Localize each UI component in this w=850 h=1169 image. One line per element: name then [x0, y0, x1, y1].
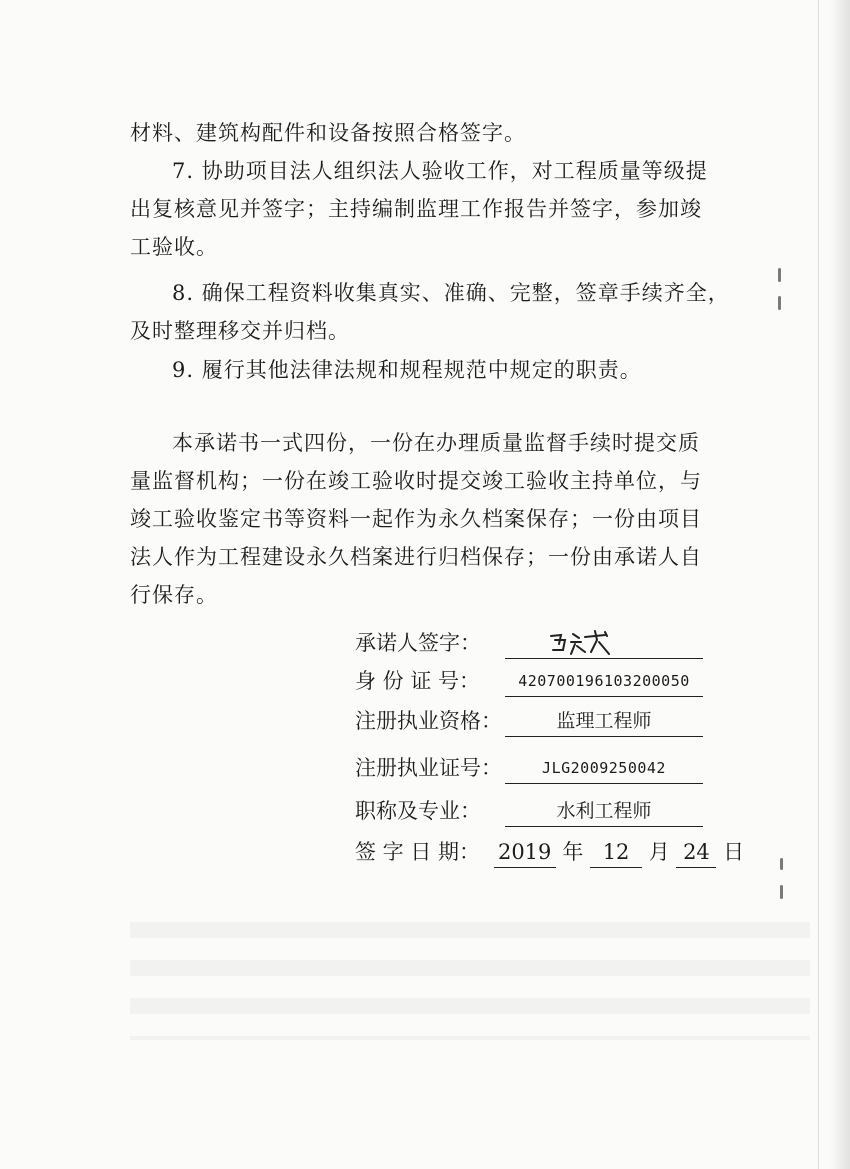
cert-label: 注册执业证号： [355, 756, 502, 780]
bleed-through [130, 900, 810, 1040]
signer-label: 承诺人签字： [355, 631, 481, 655]
text-line: 工验收。 [130, 235, 218, 259]
paragraph-copies: 本承诺书一式四份，一份在办理质量监督手续时提交质 [172, 431, 700, 455]
text-line: 法人作为工程建设永久档案进行归档保存；一份由承诺人自 [130, 545, 702, 569]
month-unit: 月 [648, 840, 670, 864]
item-8: 8. 确保工程资料收集真实、准确、完整，签章手续齐全， [172, 281, 730, 305]
page-shadow [830, 0, 850, 1169]
scan-mark [780, 858, 783, 870]
text-line: 材料、建筑构配件和设备按照合格签字。 [130, 121, 526, 145]
text-line: 竣工验收鉴定书等资料一起作为永久档案保存；一份由项目 [130, 507, 702, 531]
text-line: 及时整理移交并归档。 [130, 319, 350, 343]
year-unit: 年 [562, 840, 584, 864]
date-month: 12 [590, 837, 642, 868]
id-row [355, 666, 690, 696]
item-7: 7. 协助项目法人组织法人验收工作，对工程质量等级提 [172, 159, 708, 183]
title-label: 职称及专业： [355, 799, 481, 823]
page-edge [818, 0, 819, 1169]
item-9: 9. 履行其他法律法规和规程规范中规定的职责。 [172, 358, 642, 382]
cert-number: JLG2009250042 [505, 753, 703, 784]
title-row [355, 796, 652, 826]
text-line: 出复核意见并签字；主持编制监理工作报告并签字，参加竣 [130, 197, 702, 221]
id-label: 身 份 证 号： [355, 669, 481, 693]
qualification-value: 监理工程师 [505, 706, 703, 737]
date-label: 签 字 日 期： [355, 840, 481, 864]
scan-mark [778, 268, 781, 282]
day-unit: 日 [723, 840, 745, 864]
scan-mark [778, 296, 781, 310]
date-day: 24 [676, 837, 716, 868]
scan-mark [780, 885, 783, 899]
handwritten-signature [505, 628, 703, 659]
text-line: 行保存。 [130, 583, 218, 607]
cert-row [355, 753, 666, 783]
qualification-label: 注册执业资格： [355, 709, 502, 733]
title-value: 水利工程师 [505, 796, 703, 827]
signer-row [355, 628, 503, 658]
id-number: 420700196103200050 [505, 666, 703, 697]
date-year: 2019 [494, 837, 556, 868]
date-row [355, 837, 744, 868]
qualification-row [355, 706, 652, 736]
text-line: 量监督机构；一份在竣工验收时提交竣工验收主持单位，与 [130, 469, 702, 493]
